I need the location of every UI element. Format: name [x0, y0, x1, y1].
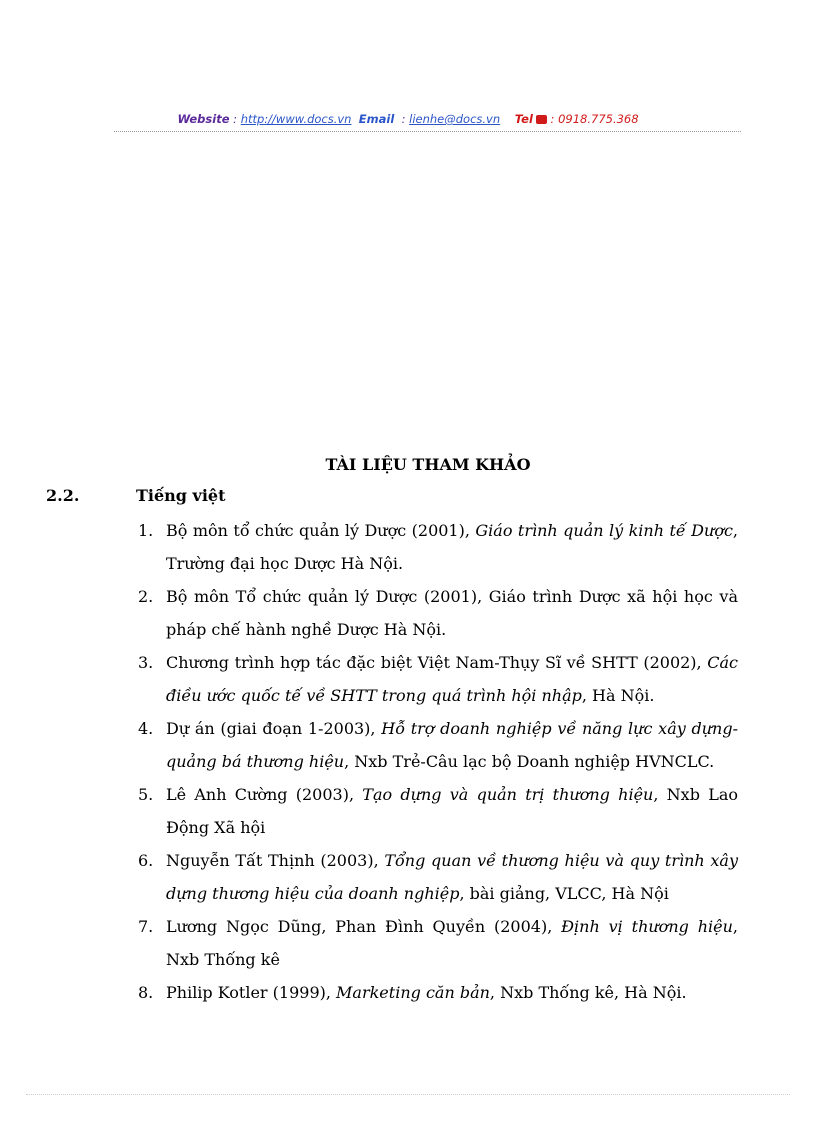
reference-number: 1.: [138, 521, 154, 540]
tel-value: 0918.775.368: [558, 112, 639, 126]
page-header: Website : http://www.docs.vn Email : lienhe@docs.vn Tel : 0918.775.368: [177, 112, 639, 126]
reference-text: Nguyễn Tất Thịnh (2003),: [166, 851, 385, 870]
reference-number: 2.: [138, 587, 154, 606]
reference-publisher: , Nxb Trẻ-Câu lạc bộ Doanh nghiệp HVNCLC.: [344, 752, 715, 771]
reference-title: Tổng quan về thương hiệu và quy trình xây dựng thương hiệu của doanh nghiệp: [166, 851, 739, 903]
reference-item: [138, 976, 738, 1009]
website-link[interactable]: http://www.docs.vn: [240, 112, 352, 126]
reference-title: Định vị thương hiệu: [561, 917, 733, 936]
reference-title: Marketing căn bản: [336, 983, 490, 1002]
reference-number: 4.: [138, 719, 154, 738]
reference-text: Lê Anh Cường (2003),: [166, 785, 363, 804]
reference-publisher: , Nxb Thống kê, Hà Nội.: [489, 983, 687, 1002]
website-label: Website: [177, 112, 230, 126]
reference-text: Bộ môn Tổ chức quản lý Dược (2001), Giáo trình Dược xã hội học và pháp chế hành nghề Dược Hà Nội.: [166, 587, 738, 639]
reference-number: 3.: [138, 653, 154, 672]
reference-item: [138, 910, 738, 976]
reference-publisher: , bài giảng, VLCC, Hà Nội: [459, 884, 669, 903]
reference-publisher: , Nxb Lao Động Xã hội: [166, 785, 738, 837]
section-number: 2.2.: [46, 486, 80, 505]
reference-number: 6.: [138, 851, 154, 870]
reference-item: [138, 778, 738, 844]
section-heading: [46, 486, 226, 505]
reference-title: Các điều ước quốc tế về SHTT trong quá trình hội nhập: [166, 653, 738, 705]
page-title: TÀI LIỆU THAM KHẢO: [325, 455, 531, 474]
reference-number: 5.: [138, 785, 154, 804]
reference-publisher: , Nxb Thống kê: [166, 917, 739, 969]
header-divider: [114, 131, 741, 132]
reference-item: [138, 514, 738, 580]
reference-item: [138, 844, 738, 910]
reference-item: [138, 580, 738, 646]
reference-number: 8.: [138, 983, 154, 1002]
tel-label: Tel: [514, 112, 533, 126]
footer-divider: [26, 1094, 790, 1095]
reference-text: Bộ môn tổ chức quản lý Dược (2001),: [166, 521, 476, 540]
reference-list: [138, 514, 738, 1009]
reference-text: Chương trình hợp tác đặc biệt Việt Nam-Thụy Sĩ về SHTT (2002),: [166, 653, 708, 672]
reference-title: Giáo trình quản lý kinh tế Dược: [475, 521, 733, 540]
reference-item: [138, 712, 738, 778]
reference-title: Hỗ trợ doanh nghiệp về năng lực xây dựng-quảng bá thương hiệu: [166, 719, 739, 771]
reference-text: Dự án (giai đoạn 1-2003),: [166, 719, 382, 738]
email-link[interactable]: lienhe@docs.vn: [409, 112, 501, 126]
reference-number: 7.: [138, 917, 154, 936]
reference-text: Philip Kotler (1999),: [166, 983, 337, 1002]
email-label: Email: [358, 112, 395, 126]
reference-item: [138, 646, 738, 712]
reference-publisher: , Trường đại học Dược Hà Nội.: [166, 521, 739, 573]
section-title: Tiếng việt: [136, 486, 226, 505]
reference-text: Lương Ngọc Dũng, Phan Đình Quyền (2004),: [166, 917, 562, 936]
reference-title: Tạo dựng và quản trị thương hiệu: [362, 785, 654, 804]
reference-publisher: , Hà Nội.: [581, 686, 655, 705]
phone-icon: [536, 115, 547, 124]
